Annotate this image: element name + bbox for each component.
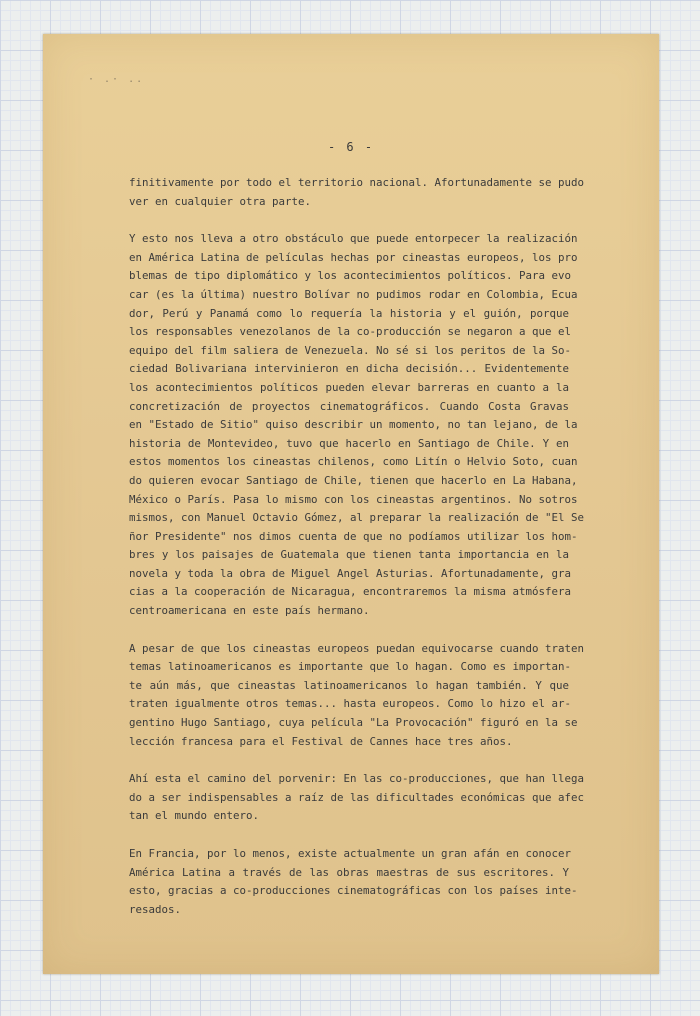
text-line: en América Latina de películas hechas por cineastas europeos, los pro bbox=[129, 250, 578, 264]
text-line: los responsables venezolanos de la co-producción se negaron a que el bbox=[129, 325, 572, 339]
text-line: bres y los paisajes de Guatemala que tienen tanta importancia en la bbox=[129, 548, 569, 562]
text-line: finitivamente por todo el territorio nacional. Afortunadamente se pudo bbox=[129, 176, 585, 189]
text-line: concretización de proyectos cinematográficos. Cuando Costa Gravas bbox=[129, 399, 569, 413]
document-page bbox=[43, 34, 659, 974]
text-line: novela y toda la obra de Miguel Angel Asturias. Afortunadamente, gra bbox=[129, 566, 572, 580]
text-line: ver en cualquier otra parte. bbox=[129, 194, 312, 208]
text-line: estos momentos los cineastas chilenos, como Litín o Helvio Soto, cuan bbox=[129, 455, 578, 469]
text-line: lección francesa para el Festival de Cannes hace tres años. bbox=[129, 734, 513, 748]
text-line: México o París. Pasa lo mismo con los cineastas argentinos. No sotros bbox=[129, 492, 578, 506]
text-line: car (es la última) nuestro Bolívar no pudimos rodar en Colombia, Ecua bbox=[129, 287, 578, 301]
page-number: - 6 - bbox=[327, 140, 375, 154]
text-line: Ahí esta el camino del porvenir: En las co-producciones, que han llega bbox=[129, 772, 585, 786]
text-line: dor, Perú y Panamá como lo requería la historia y el guión, porque bbox=[129, 306, 569, 320]
text-line: do quieren evocar Santiago de Chile, tienen que hacerlo en La Habana, bbox=[129, 473, 578, 487]
document-body bbox=[129, 174, 585, 938]
text-line: los acontecimientos políticos pueden elevar barreras en cuanto a la bbox=[129, 380, 569, 394]
text-line: en "Estado de Sitio" quiso describir un momento, no tan lejano, de la bbox=[129, 418, 578, 432]
paragraph bbox=[129, 770, 585, 826]
paragraph bbox=[129, 640, 585, 752]
text-line: Y esto nos lleva a otro obstáculo que puede entorpecer la realización bbox=[129, 232, 578, 246]
text-line: cias a la cooperación de Nicaragua, encontraremos la misma atmósfera bbox=[129, 585, 572, 599]
text-line: equipo del film saliera de Venezuela. No sé si los peritos de la So- bbox=[129, 343, 572, 357]
text-line: temas latinoamericanos es importante que lo hagan. Como es importan- bbox=[129, 660, 572, 674]
text-line: gentino Hugo Santiago, cuya película "La Provocación" figuró en la se bbox=[129, 716, 578, 730]
text-line: do a ser indispensables a raíz de las dificultades económicas que afec bbox=[129, 790, 585, 804]
text-line: mismos, con Manuel Octavio Gómez, al preparar la realización de "El Se bbox=[129, 511, 585, 525]
paragraph bbox=[129, 230, 585, 620]
text-line: ciedad Bolivariana intervinieron en dicha decisión... Evidentemente bbox=[129, 362, 569, 376]
text-line: América Latina a través de las obras maestras de sus escritores. Y bbox=[129, 865, 569, 879]
text-line: En Francia, por lo menos, existe actualmente un gran afán en conocer bbox=[129, 847, 572, 860]
text-line: blemas de tipo diplomático y los acontecimientos políticos. Para evo bbox=[129, 269, 572, 283]
text-line: resados. bbox=[129, 902, 182, 916]
text-line: te aún más, que cineastas latinoamericanos lo hagan también. Y que bbox=[129, 678, 569, 692]
paragraph bbox=[129, 174, 585, 211]
text-line: traten igualmente otros temas... hasta europeos. Como lo hizo el ar- bbox=[129, 697, 572, 711]
paper-mark: · .· .. bbox=[88, 74, 145, 85]
text-line: historia de Montevideo, tuvo que hacerlo en Santiago de Chile. Y en bbox=[129, 436, 569, 450]
text-line: tan el mundo entero. bbox=[129, 809, 260, 823]
paragraph bbox=[129, 845, 578, 919]
text-line: ñor Presidente" nos dimos cuenta de que no podíamos utilizar los hom- bbox=[129, 529, 578, 543]
text-line: esto, gracias a co-producciones cinematográficas con los países inte- bbox=[129, 884, 578, 898]
text-line: A pesar de que los cineastas europeos puedan equivocarse cuando traten bbox=[129, 641, 585, 655]
text-line: centroamericana en este país hermano. bbox=[129, 604, 370, 618]
